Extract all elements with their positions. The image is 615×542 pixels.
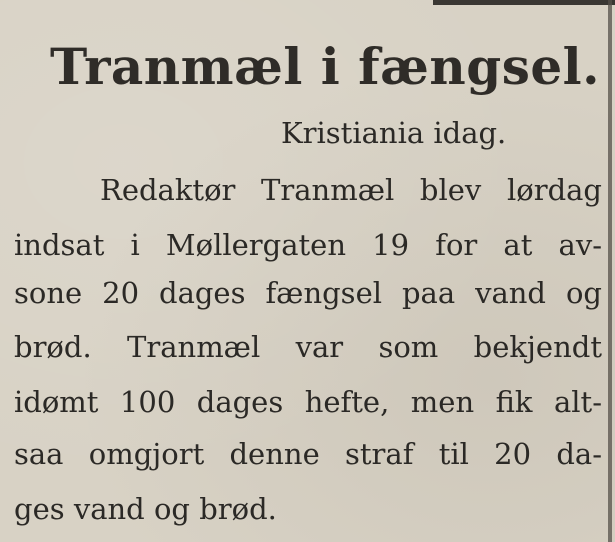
article-headline: Tranmæl i fængsel.: [50, 37, 601, 96]
article-body-line: sone 20 dages fængsel paa vand og: [14, 276, 602, 310]
column-top-rule: [433, 0, 615, 5]
article-body-line: indsat i Møllergaten 19 for at av-: [14, 228, 602, 262]
article-body-line: idømt 100 dages hefte, men fik alt-: [14, 385, 602, 419]
column-divider-rule: [608, 0, 612, 542]
article-body-line: Redaktør Tranmæl blev lørdag: [100, 173, 602, 207]
article-body-line: saa omgjort denne straf til 20 da-: [14, 437, 602, 471]
article-body-line: brød. Tranmæl var som bekjendt: [14, 330, 602, 364]
article-dateline: Kristiania idag.: [281, 116, 507, 150]
article-body-line: ges vand og brød.: [14, 492, 277, 526]
